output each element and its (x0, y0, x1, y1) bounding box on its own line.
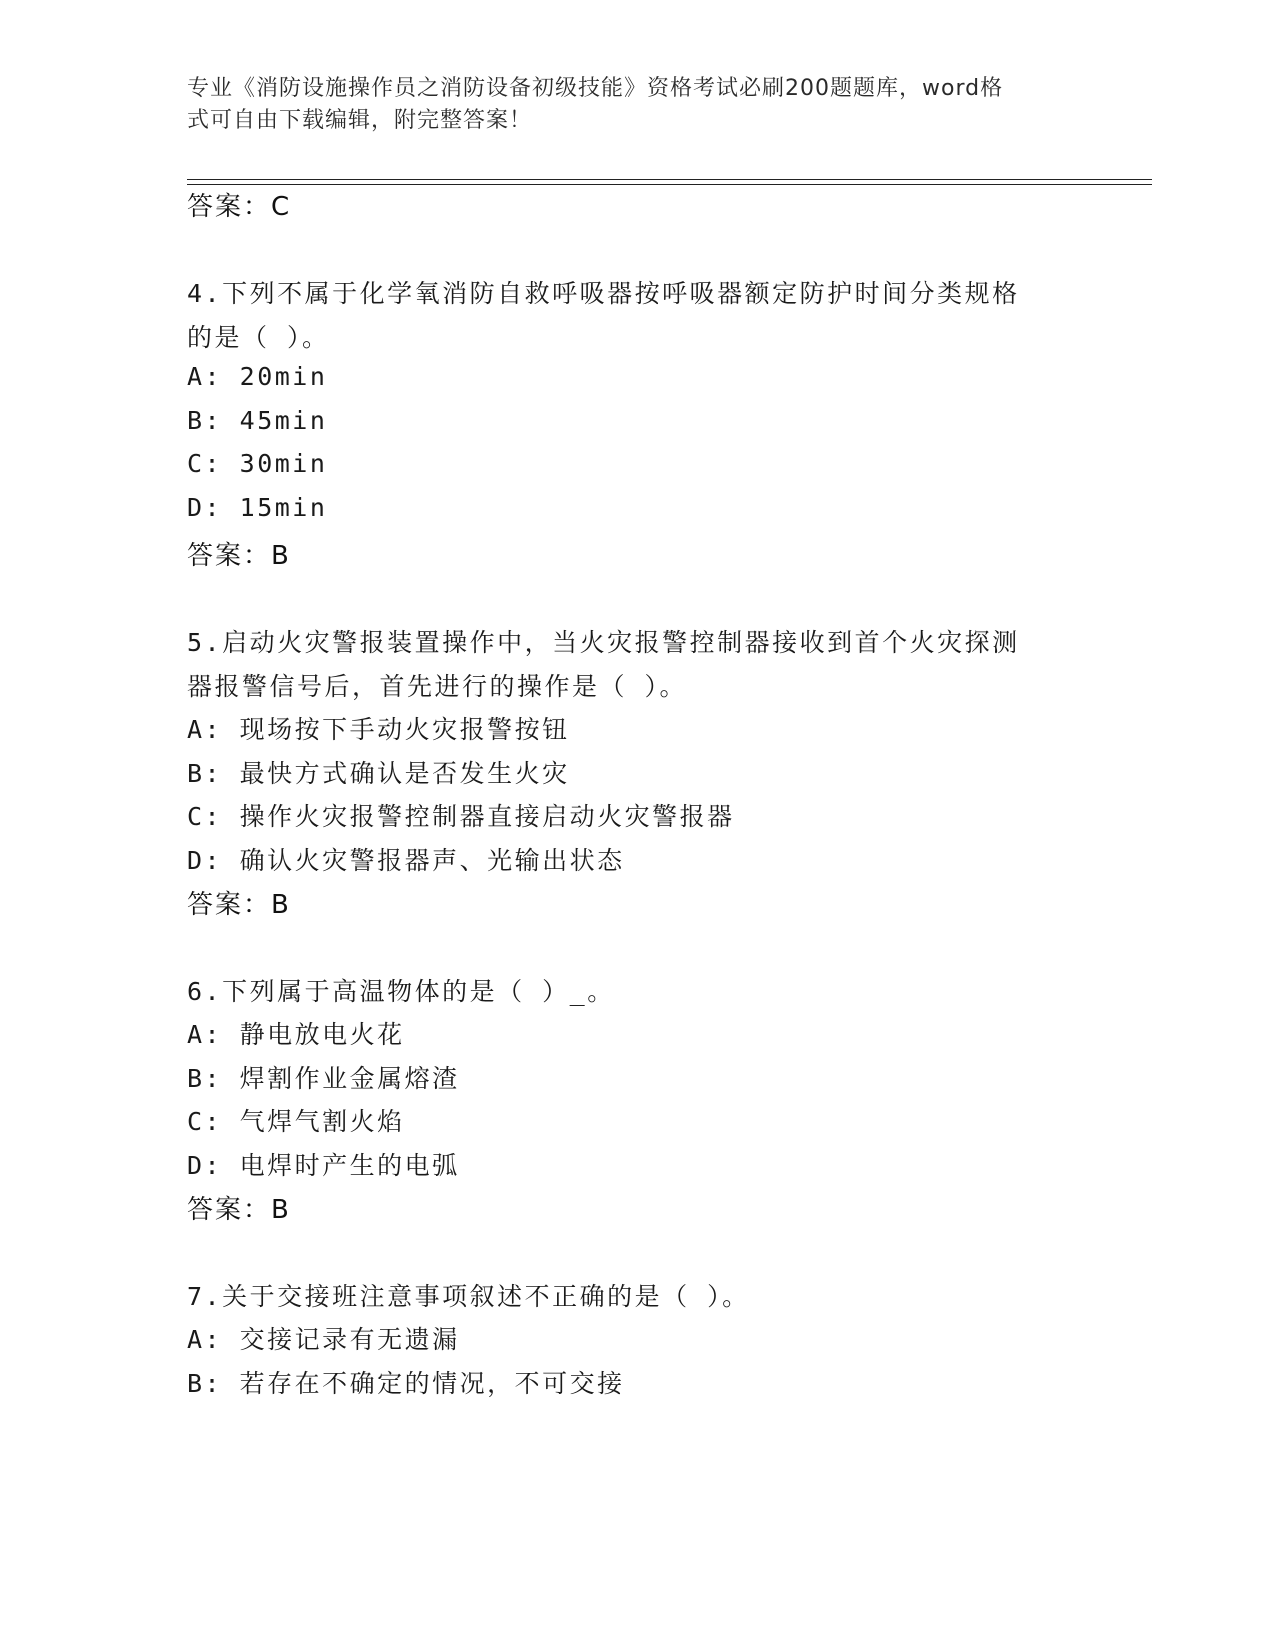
header-divider-double (187, 184, 1152, 185)
question-stem-continued: 器报警信号后，首先进行的操作是（ ）。 (187, 672, 688, 701)
option-c: C: 操作火灾报警控制器直接启动火灾警报器 (187, 802, 735, 831)
answer-line: 答案：B (187, 1195, 291, 1225)
option-b: B: 若存在不确定的情况，不可交接 (187, 1369, 625, 1398)
option-d: D: 确认火灾警报器声、光输出状态 (187, 846, 625, 875)
option-a: A: 20min (187, 362, 328, 391)
header-divider (187, 179, 1152, 180)
answer-line: 答案：B (187, 541, 291, 571)
document-header (187, 73, 1067, 137)
header-line-2: 式可自由下载编辑，附完整答案！ (187, 108, 533, 133)
answer-line: 答案：C (187, 192, 292, 222)
option-c: C: 30min (187, 449, 328, 478)
option-a: A: 交接记录有无遗漏 (187, 1325, 460, 1354)
option-b: B: 焊割作业金属熔渣 (187, 1064, 460, 1093)
answer-line: 答案：B (187, 890, 291, 920)
question-stem: 7.关于交接班注意事项叙述不正确的是（ ）。 (187, 1282, 750, 1311)
option-a: A: 现场按下手动火灾报警按钮 (187, 715, 570, 744)
question-stem: 5.启动火灾警报装置操作中，当火灾报警控制器接收到首个火灾探测 (187, 628, 1020, 657)
question-stem-continued: 的是（ ）。 (187, 323, 330, 352)
option-a: A: 静电放电火花 (187, 1020, 405, 1049)
option-d: D: 15min (187, 493, 328, 522)
option-b: B: 45min (187, 406, 328, 435)
question-stem: 6.下列属于高温物体的是（ ）_。 (187, 977, 615, 1006)
header-line-1: 专业《消防设施操作员之消防设备初级技能》资格考试必刷200题题库，word格 (187, 76, 1004, 101)
option-c: C: 气焊气割火焰 (187, 1107, 405, 1136)
option-d: D: 电焊时产生的电弧 (187, 1151, 460, 1180)
question-stem: 4.下列不属于化学氧消防自救呼吸器按呼吸器额定防护时间分类规格 (187, 279, 1020, 308)
option-b: B: 最快方式确认是否发生火灾 (187, 759, 570, 788)
